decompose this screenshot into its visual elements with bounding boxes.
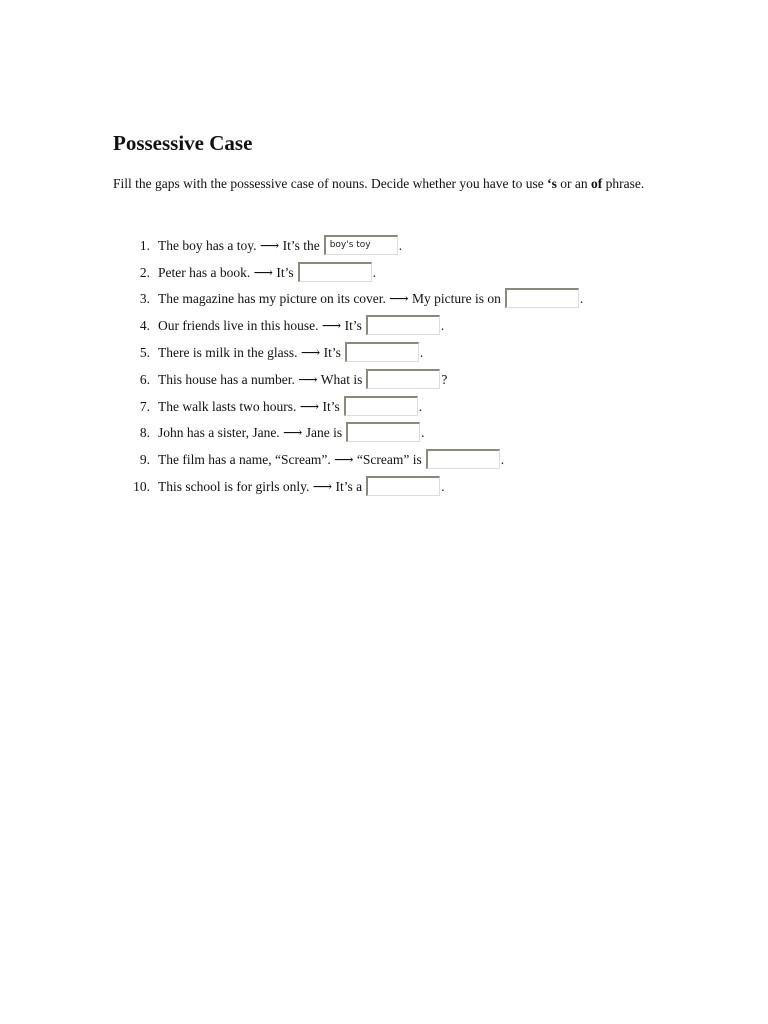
exercise-item-10 xyxy=(113,473,583,500)
item-end-punctuation: . xyxy=(418,398,423,414)
item-sentence: This school is for girls only. ⟶ It’s a xyxy=(158,478,363,494)
exercise-item-9 xyxy=(113,446,583,473)
item-number: 10. xyxy=(133,478,150,494)
item-number: 5. xyxy=(139,344,150,360)
exercise-item-8 xyxy=(113,420,583,447)
exercise-item-5 xyxy=(113,339,583,366)
item-sentence: John has a sister, Jane. ⟶ Jane is xyxy=(158,425,343,441)
answer-input-2[interactable] xyxy=(298,262,372,282)
answer-input-5[interactable] xyxy=(345,342,419,362)
answer-input-9[interactable] xyxy=(426,449,500,469)
exercise-item-7 xyxy=(113,393,583,420)
item-sentence: Peter has a book. ⟶ It’s xyxy=(158,264,294,280)
item-end-punctuation: . xyxy=(372,264,376,280)
item-sentence: The walk lasts two hours. ⟶ It’s xyxy=(158,398,340,414)
item-number: 4. xyxy=(139,318,150,334)
answer-input-3[interactable] xyxy=(505,288,579,308)
page-title: Possessive Case xyxy=(113,131,253,155)
item-sentence: The film has a name, “Scream”. ⟶ “Scream” is xyxy=(158,452,422,468)
item-end-punctuation: . xyxy=(441,478,445,494)
item-sentence: This house has a number. ⟶ What is xyxy=(158,371,363,387)
item-end-punctuation: . xyxy=(421,425,425,441)
exercise-item-2 xyxy=(113,259,583,286)
answer-input-4[interactable] xyxy=(366,315,440,335)
instructions-part-1: Fill the gaps with the possessive case of nouns. Decide whether you have to use xyxy=(113,176,548,191)
item-end-punctuation: . xyxy=(440,318,445,334)
item-number: 9. xyxy=(139,452,150,468)
item-number: 2. xyxy=(139,264,150,280)
answer-input-7[interactable] xyxy=(344,396,418,416)
item-sentence: The boy has a toy. ⟶ It’s the xyxy=(158,237,320,253)
item-number: 8. xyxy=(139,425,150,441)
instructions-bold-of: of xyxy=(591,176,603,191)
instructions-bold-s: ‘s xyxy=(547,176,557,191)
exercise-list xyxy=(113,232,583,500)
instructions-text xyxy=(113,175,673,193)
item-number: 1. xyxy=(139,237,150,253)
item-end-punctuation: . xyxy=(398,237,403,253)
answer-input-8[interactable] xyxy=(346,422,420,442)
item-end-punctuation: . xyxy=(419,344,424,360)
item-number: 7. xyxy=(139,398,150,414)
exercise-item-6 xyxy=(113,366,583,393)
exercise-item-4 xyxy=(113,312,583,339)
answer-input-10[interactable] xyxy=(366,476,440,496)
answer-input-6[interactable] xyxy=(366,369,440,389)
exercise-item-3 xyxy=(113,286,583,313)
item-sentence: There is milk in the glass. ⟶ It’s xyxy=(158,344,341,360)
instructions-part-3: phrase. xyxy=(602,176,645,191)
item-end-punctuation: ? xyxy=(441,371,448,387)
instructions-part-2: or an xyxy=(556,176,592,191)
item-number: 6. xyxy=(139,371,150,387)
answer-input-1[interactable] xyxy=(324,235,398,255)
item-sentence: Our friends live in this house. ⟶ It’s xyxy=(158,318,362,334)
item-number: 3. xyxy=(139,291,150,307)
item-sentence: The magazine has my picture on its cover. ⟶ My picture is on xyxy=(158,291,501,307)
item-end-punctuation: . xyxy=(500,452,505,468)
item-end-punctuation: . xyxy=(579,291,584,307)
exercise-item-1 xyxy=(113,232,583,259)
